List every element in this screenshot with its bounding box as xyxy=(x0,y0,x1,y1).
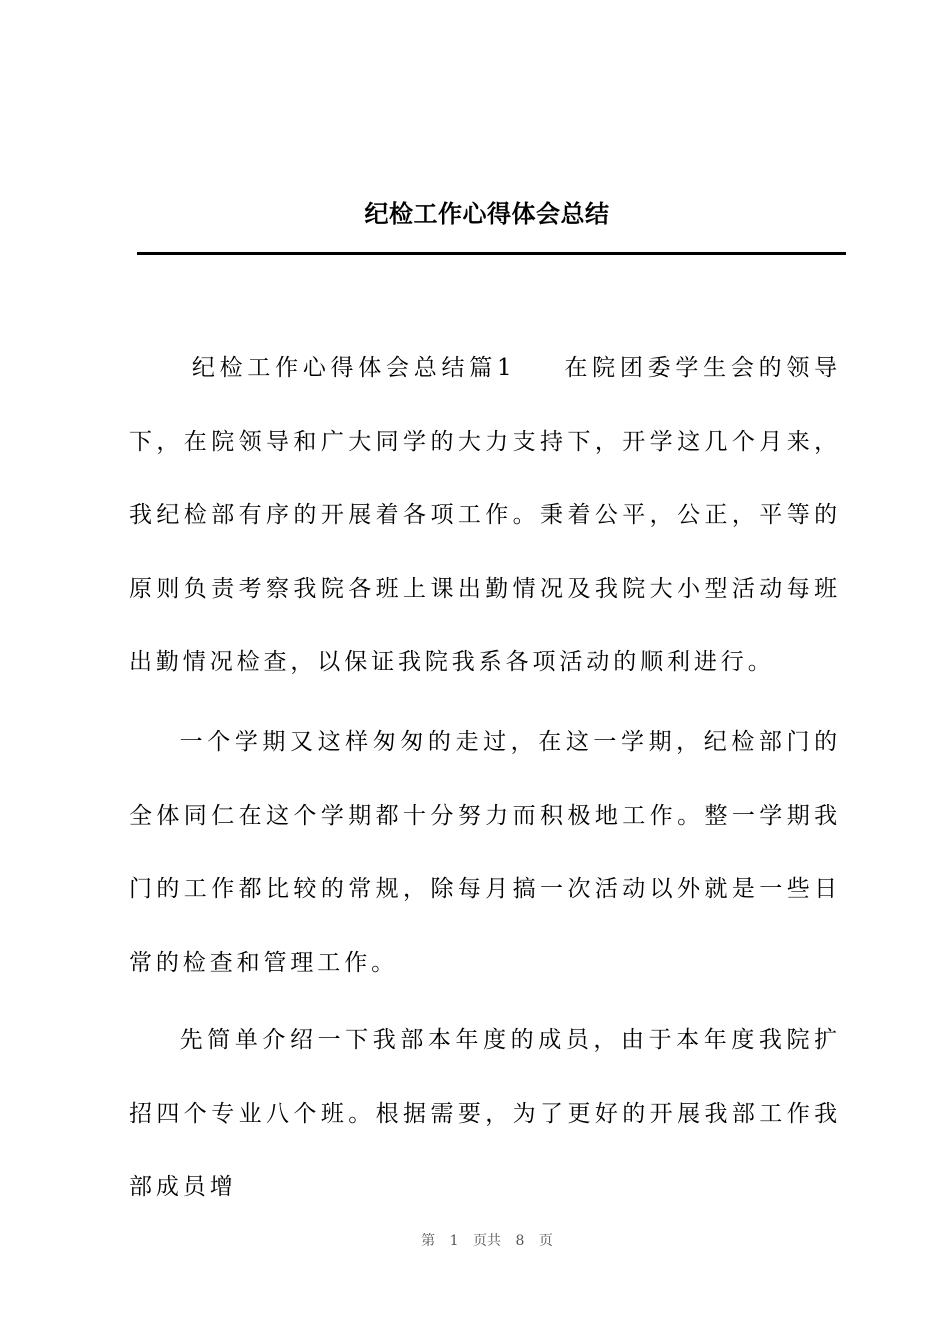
footer-prefix: 第 xyxy=(421,1233,436,1249)
paragraph-2 xyxy=(129,706,841,1000)
footer-page-number: 1 xyxy=(449,1233,459,1249)
paragraph-3 xyxy=(129,1004,841,1225)
paragraph-1 xyxy=(129,332,841,700)
page-footer xyxy=(0,1230,950,1250)
page-title: 纪检工作心得体会总结 xyxy=(364,200,610,228)
footer-total-pages: 8 xyxy=(515,1233,525,1249)
footer-middle: 页共 xyxy=(473,1233,501,1249)
section-heading: 纪检工作心得体会总结篇1 xyxy=(191,355,516,381)
paragraph-text: 一个学期又这样匆匆的走过，在这一学期，纪检部门的全体同仁在这个学期都十分努力而积极地工作。整一学期我门的工作都比较的常规，除每月搞一次活动以外就是一些日常的检查和管理工作。 xyxy=(129,729,841,976)
paragraph-text: 在院团委学生会的领导下，在院领导和广大同学的大力支持下，开学这几个月来，我纪检部有序的开展着各项工作。秉着公平，公正，平等的原则负责考察我院各班上课出勤情况及我院大小型活动每班出勤情况检查，以保证我院我系各项活动的顺利进行。 xyxy=(129,355,841,675)
title-underline xyxy=(137,252,846,255)
footer-suffix: 页 xyxy=(538,1233,553,1249)
paragraph-text: 先简单介绍一下我部本年度的成员，由于本年度我院扩招四个专业八个班。根据需要，为了更好的开展我部工作我部成员增 xyxy=(129,1027,841,1200)
